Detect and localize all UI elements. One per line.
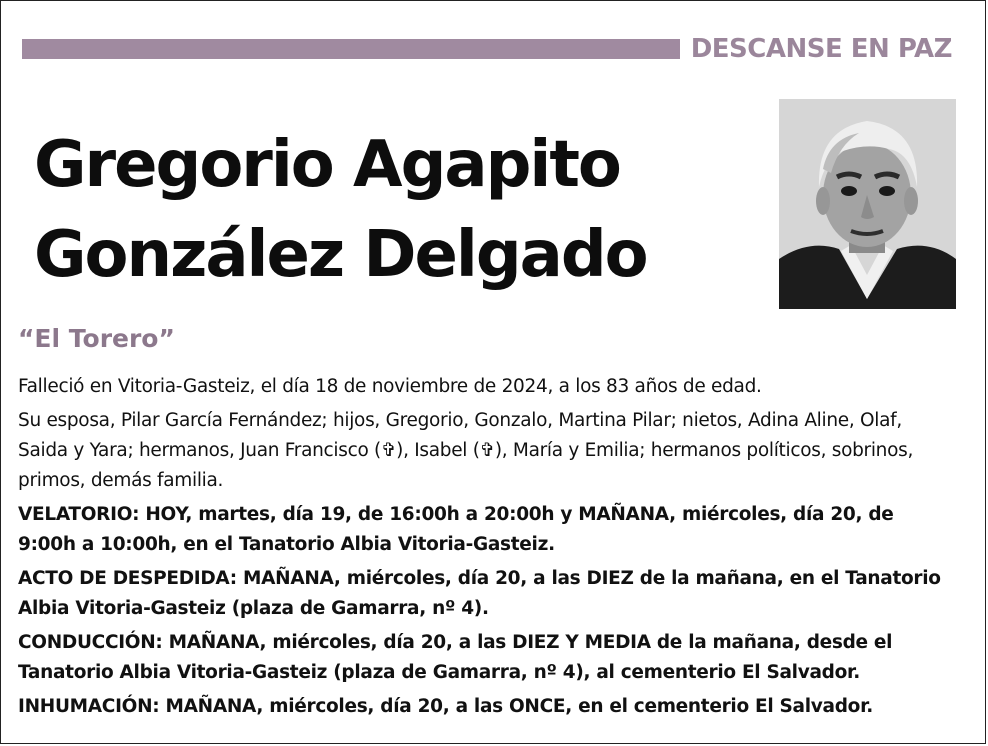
section-label: DESCANSE EN PAZ <box>690 34 952 64</box>
death-notice: Falleció en Vitoria-Gasteiz, el día 18 de noviembre de 2024, a los 83 años de edad. <box>18 376 762 397</box>
family-list: Su esposa, Pilar García Fernández; hijos, Gregorio, Gonzalo, Martina Pilar; nietos, Adina Aline, Olaf, Saida y Yara; hermanos, Juan Francisco (✞), Isabel (✞), María y Emilia; hermanos políticos, sobrinos, primos, demás familia. <box>18 410 914 491</box>
inhumacion-notice: INHUMACIÓN: MAÑANA, miércoles, día 20, a las ONCE, en el cementerio El Salvador. <box>18 696 873 717</box>
obituary-body <box>18 372 948 726</box>
velatorio-notice: VELATORIO: HOY, martes, día 19, de 16:00h a 20:00h y MAÑANA, miércoles, día 20, de 9:00h a 10:00h, en el Tanatorio Albia Vitoria-Gasteiz. <box>18 504 894 555</box>
header-bar <box>22 39 680 59</box>
portrait-illustration <box>779 99 956 309</box>
deceased-name <box>34 120 754 300</box>
conduccion-notice: CONDUCCIÓN: MAÑANA, miércoles, día 20, a las DIEZ Y MEDIA de la mañana, desde el Tanatorio Albia Vitoria-Gasteiz (plaza de Gamarra, nº 4), al cementerio El Salvador. <box>18 632 893 683</box>
name-line-1: Gregorio Agapito <box>34 128 620 202</box>
name-line-2: González Delgado <box>34 218 647 292</box>
nickname: “El Torero” <box>18 324 175 353</box>
despedida-notice: ACTO DE DESPEDIDA: MAÑANA, miércoles, día 20, a las DIEZ de la mañana, en el Tanatorio Albia Vitoria-Gasteiz (plaza de Gamarra, nº 4). <box>18 568 941 619</box>
portrait-photo <box>779 99 956 309</box>
